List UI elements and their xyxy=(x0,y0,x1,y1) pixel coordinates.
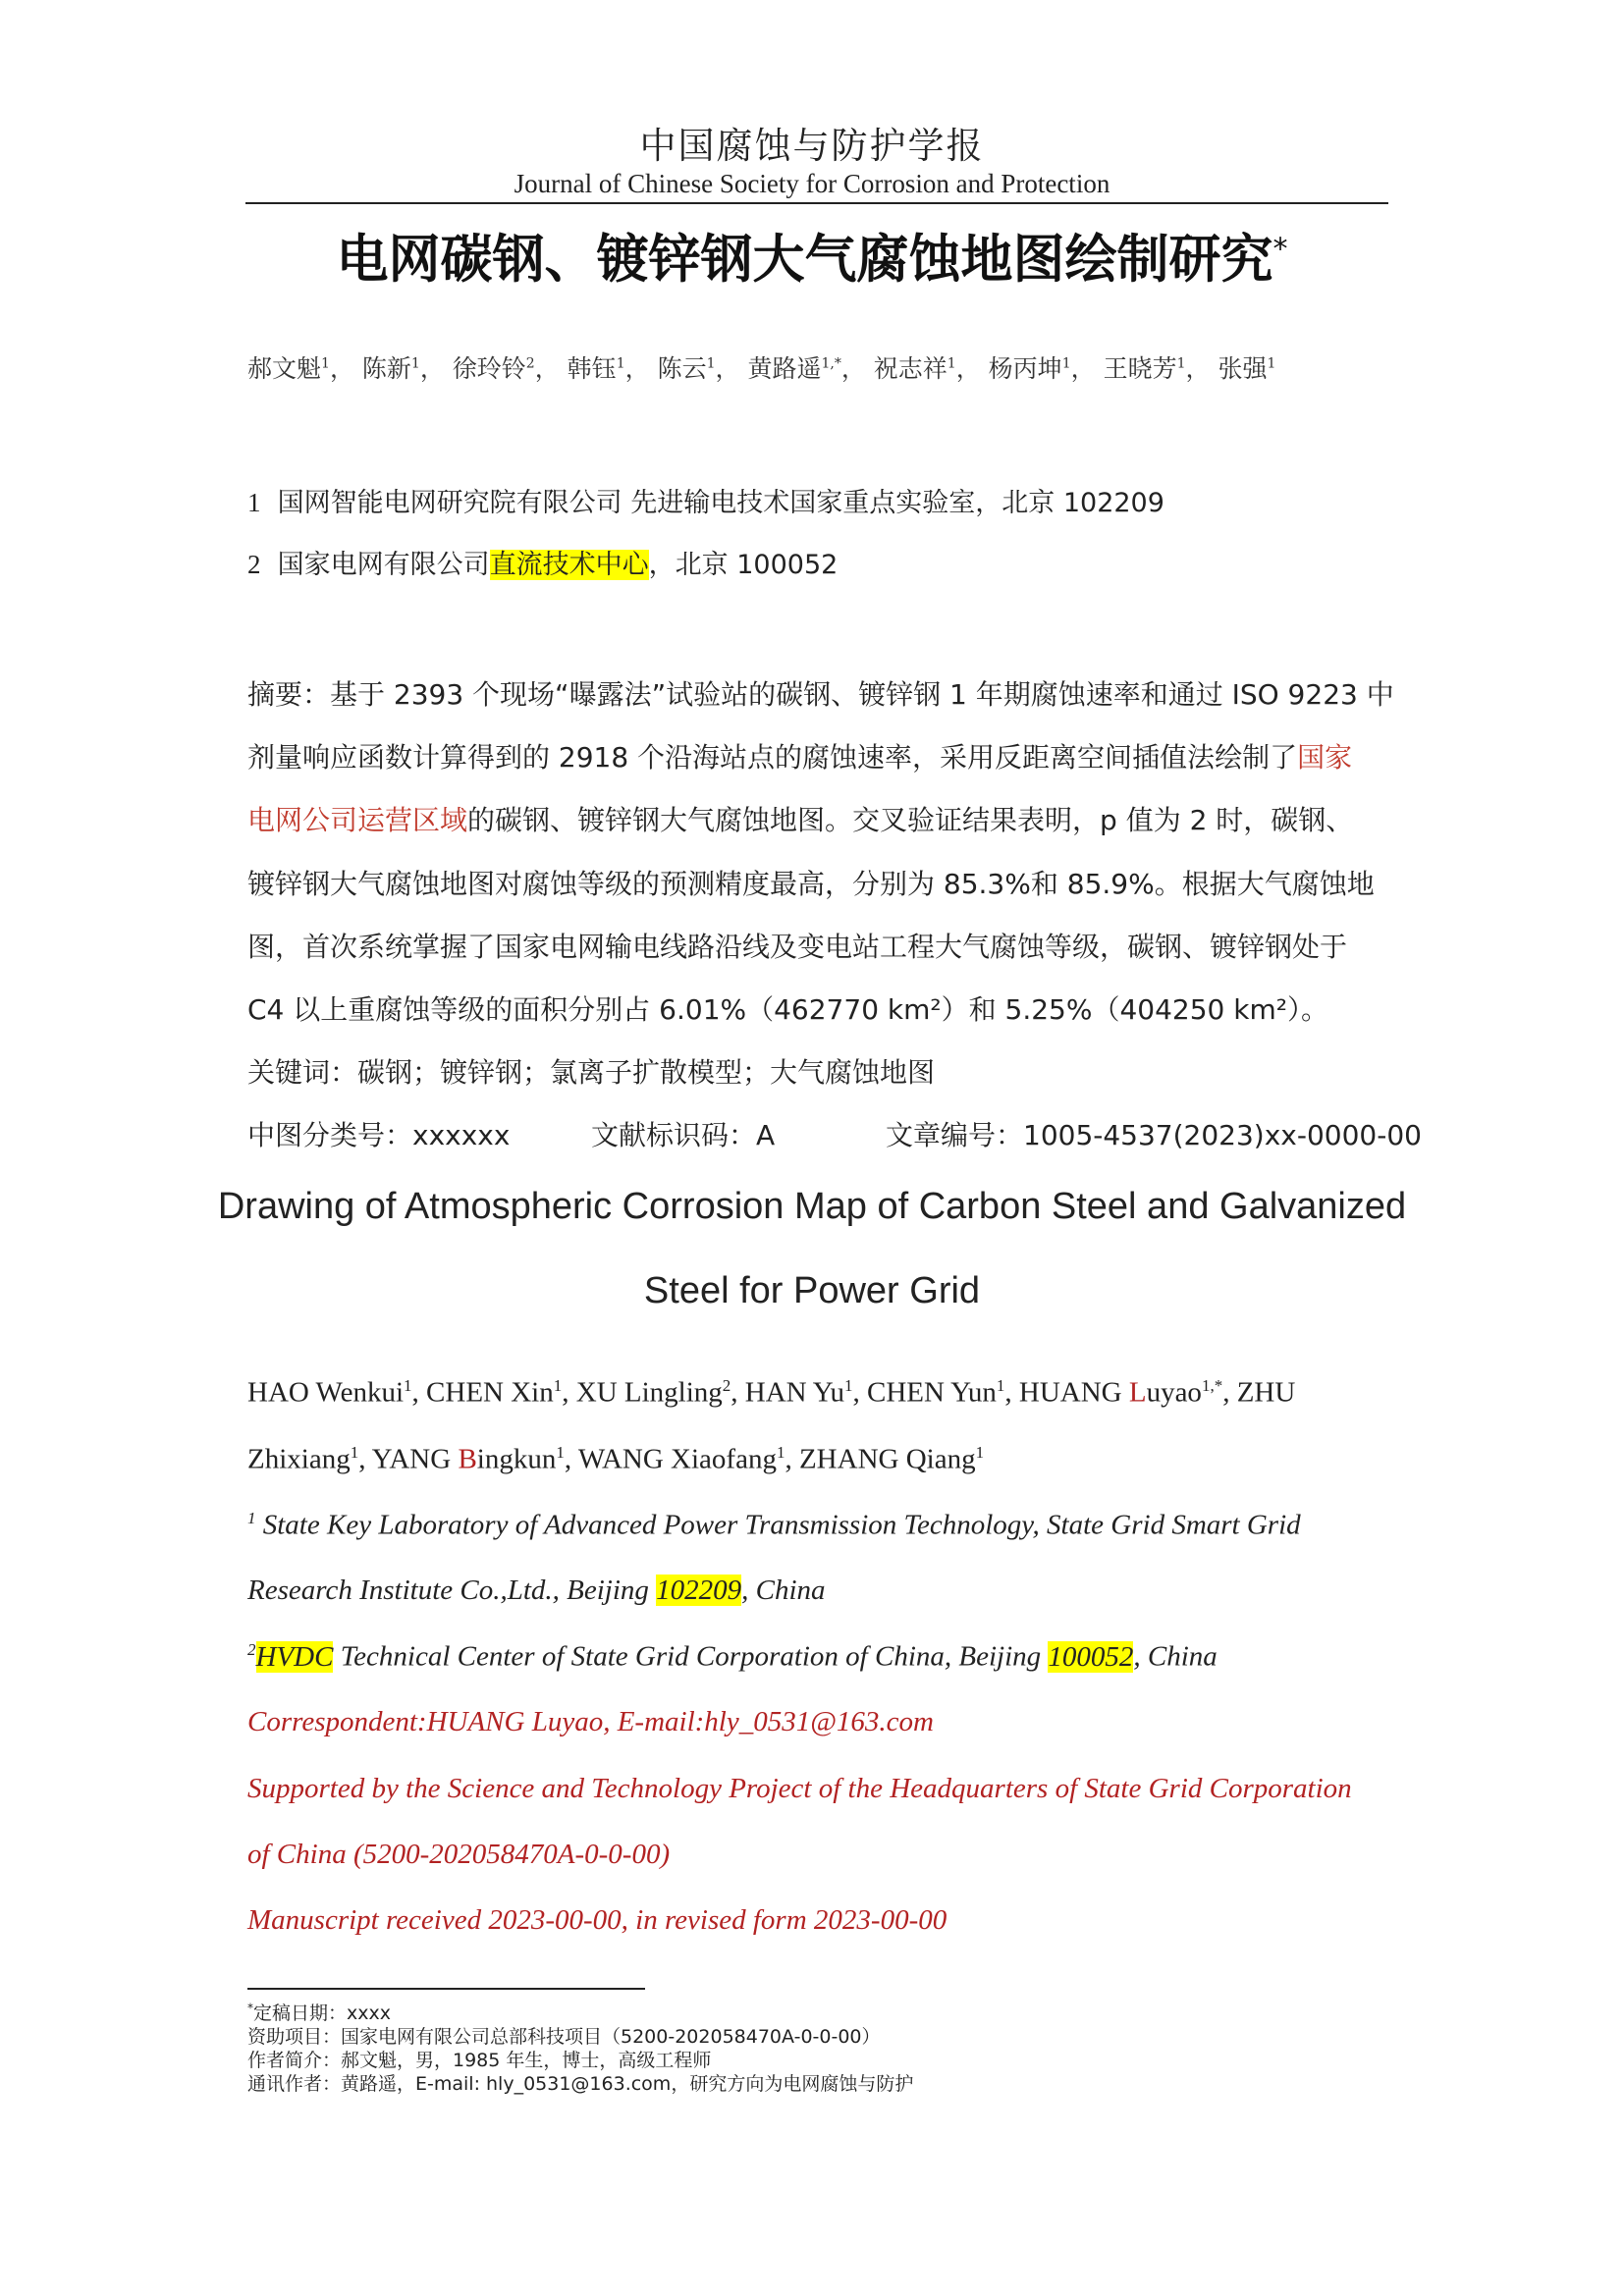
abstract-line: 摘要：基于 2393 个现场“曝露法”试验站的碳钢、镀锌钢 1 年期腐蚀速率和通过 ISO 9223 中 xyxy=(247,678,1394,711)
abstract-text: 剂量响应函数计算得到的 2918 个沿海站点的腐蚀速率，采用反距离空间插值法绘制了 xyxy=(247,741,1298,774)
paper-title-text: 电网碳钢、镀锌钢大气腐蚀地图绘制研究 xyxy=(336,230,1273,290)
author-sup: 2 xyxy=(722,1376,731,1395)
footnote-rule xyxy=(247,1988,645,1990)
author-list-cn: 郝文魁$^1$， 陈新$^1$， 徐玲铃$^2$， 韩钰$^1$， 陈云$^1$， 黄路遥$^{1,*}$， 祝志祥$^1$， 杨丙坤$^1$， 王晓芳$^1$， 张强$^1$ xyxy=(247,354,1276,383)
abstract-line: 镀锌钢大气腐蚀地图对腐蚀等级的预测精度最高，分别为 85.3%和 85.9%。根据大气腐蚀地 xyxy=(247,868,1375,900)
author-en: , HAN Yu xyxy=(731,1376,845,1409)
author-name: 张强 xyxy=(1218,354,1268,383)
author-sup: 1,* xyxy=(821,355,841,372)
highlighted-text: 100052 xyxy=(1048,1640,1134,1673)
author-sup: 1 xyxy=(321,355,330,372)
author-sup: 1,* xyxy=(1201,1376,1223,1395)
abstract-line: C4 以上重腐蚀等级的面积分别占 6.01%（462770 km²）和 5.25%（404250 km²）。 xyxy=(247,993,1328,1026)
author-en: ingkun xyxy=(476,1443,557,1475)
author-name: 郝文魁 xyxy=(247,354,322,383)
author-sup: 1 xyxy=(776,1443,785,1462)
author-list-en-line-1 xyxy=(247,1376,1388,1410)
footnote-4: 通讯作者：黄路遥，E-mail: hly_0531@163.com，研究方向为电网腐蚀与防护 xyxy=(247,2073,914,2095)
author-sup: 1 xyxy=(996,1376,1005,1395)
author-en: , ZHANG Qiang xyxy=(785,1443,976,1475)
author-sup: 1 xyxy=(1176,355,1186,372)
footnote-1 xyxy=(247,1999,391,2025)
author-sup: 1 xyxy=(556,1443,565,1462)
author-en: , HUANG xyxy=(1004,1376,1129,1409)
affiliation-en-2 xyxy=(247,1640,1388,1674)
author-sup: 1 xyxy=(1061,355,1071,372)
highlighted-text: 102209 xyxy=(656,1575,742,1606)
author-en: , YANG xyxy=(358,1443,459,1475)
red-text: 国家 xyxy=(1297,741,1353,774)
author-sup: 1 xyxy=(404,1376,412,1395)
author-en: HAO Wenkui xyxy=(247,1376,405,1409)
affiliation-text: Research Institute Co.,Ltd., Beijing xyxy=(247,1575,657,1606)
author-name: 黄路遥 xyxy=(747,354,822,383)
supported-line-2: of China (5200-202058470A-0-0-00) xyxy=(247,1839,671,1870)
affiliation-text: , China xyxy=(1133,1640,1218,1673)
author-sup: 1 xyxy=(553,1376,563,1395)
correspondent-line: Correspondent:HUANG Luyao, E-mail:hly_0531@163.com xyxy=(247,1706,934,1737)
affiliation-en-1-line-1 xyxy=(247,1509,1388,1542)
footnote-mark: * xyxy=(247,2001,253,2015)
abstract-line: 图，首次系统掌握了国家电网输电线路沿线及变电站工程大气腐蚀等级，碳钢、镀锌钢处于 xyxy=(247,931,1348,963)
red-letter: B xyxy=(458,1443,477,1475)
affiliation-text: Technical Center of State Grid Corporation of China, Beijing xyxy=(333,1640,1049,1673)
supported-line-1: Supported by the Science and Technology Project of the Headquarters of State Grid Corporation xyxy=(247,1773,1352,1804)
doc-code: 文献标识码：A xyxy=(591,1119,776,1151)
affiliation-text: State Key Laboratory of Advanced Power Transmission Technology, State Grid Smart Grid xyxy=(255,1509,1301,1541)
footnote-3: 作者简介：郝文魁，男，1985 年生，博士，高级工程师 xyxy=(247,2050,712,2071)
manuscript-received-line: Manuscript received 2023-00-00, in revised form 2023-00-00 xyxy=(247,1904,947,1936)
title-footnote-mark: * xyxy=(1272,232,1288,267)
affiliation-text: ，北京 100052 xyxy=(648,550,839,580)
author-name: 陈云 xyxy=(657,354,707,383)
footnote-text: 定稿日期：xxxx xyxy=(253,2002,391,2024)
affiliation-text: 国家电网有限公司 xyxy=(277,550,490,580)
author-name: 杨丙坤 xyxy=(988,354,1062,383)
author-sup: 1 xyxy=(410,355,420,372)
highlighted-text: HVDC xyxy=(255,1640,334,1673)
author-sup: 1 xyxy=(947,355,956,372)
author-sup: 2 xyxy=(525,355,535,372)
paper-title-en-line-1: Drawing of Atmospheric Corrosion Map of Carbon Steel and Galvanized xyxy=(217,1186,1407,1227)
affiliation-sup: 2 xyxy=(247,1640,256,1659)
author-en: uyao xyxy=(1146,1376,1202,1409)
author-name: 祝志祥 xyxy=(873,354,947,383)
article-number: 文章编号：1005-4537(2023)xx-0000-00 xyxy=(886,1119,1422,1151)
author-sup: 1 xyxy=(616,355,625,372)
author-name: 陈新 xyxy=(361,354,411,383)
journal-title-en: Journal of Chinese Society for Corrosion and Protection xyxy=(514,169,1110,198)
highlighted-text: 直流技术中心 xyxy=(489,550,649,580)
clc-number: 中图分类号：xxxxxx xyxy=(247,1119,511,1151)
red-letter: L xyxy=(1128,1376,1147,1409)
paper-title-cn xyxy=(0,218,1624,293)
footnote-2: 资助项目：国家电网有限公司总部科技项目（5200-202058470A-0-0-00） xyxy=(247,2026,881,2048)
paper-title-en-line-2: Steel for Power Grid xyxy=(643,1270,981,1311)
author-en: , WANG Xiaofang xyxy=(564,1443,777,1475)
author-name: 徐玲铃 xyxy=(452,354,526,383)
affiliation-text: 国网智能电网研究院有限公司 先进输电技术国家重点实验室，北京 102209 xyxy=(277,488,1164,518)
abstract-line xyxy=(247,799,1353,838)
journal-title-cn: 中国腐蚀与防护学报 xyxy=(639,125,985,167)
affiliation-number: 1 xyxy=(247,488,261,517)
affiliation-en-1-line-2 xyxy=(247,1575,1388,1607)
author-en: , XU Lingling xyxy=(562,1376,723,1409)
abstract-text: 的碳钢、镀锌钢大气腐蚀地图。交叉验证结果表明，p 值为 2 时，碳钢、 xyxy=(467,804,1354,836)
author-sup: 1 xyxy=(1267,355,1276,372)
classification-line xyxy=(247,1114,1422,1153)
author-en: , ZHU xyxy=(1222,1376,1296,1409)
author-name: 王晓芳 xyxy=(1103,354,1177,383)
author-en: Zhixiang xyxy=(247,1443,351,1475)
affiliation-cn-2 xyxy=(247,543,838,581)
author-name: 韩钰 xyxy=(567,354,617,383)
author-en: , CHEN Xin xyxy=(411,1376,554,1409)
keywords-cn: 关键词：碳钢；镀锌钢；氯离子扩散模型；大气腐蚀地图 xyxy=(247,1056,936,1089)
red-text: 电网公司运营区域 xyxy=(247,804,468,836)
affiliation-cn-1 xyxy=(247,481,1164,519)
affiliation-sup: 1 xyxy=(247,1509,256,1527)
affiliation-number: 2 xyxy=(247,550,261,579)
author-sup: 1 xyxy=(975,1443,985,1462)
author-en: , CHEN Yun xyxy=(852,1376,997,1409)
author-sup: 1 xyxy=(706,355,716,372)
affiliation-text: , China xyxy=(741,1575,826,1606)
author-sup: 1 xyxy=(350,1443,359,1462)
abstract-line xyxy=(247,736,1352,775)
author-sup: 1 xyxy=(844,1376,853,1395)
author-list-en-line-2 xyxy=(247,1443,1388,1476)
header-rule xyxy=(245,202,1388,204)
